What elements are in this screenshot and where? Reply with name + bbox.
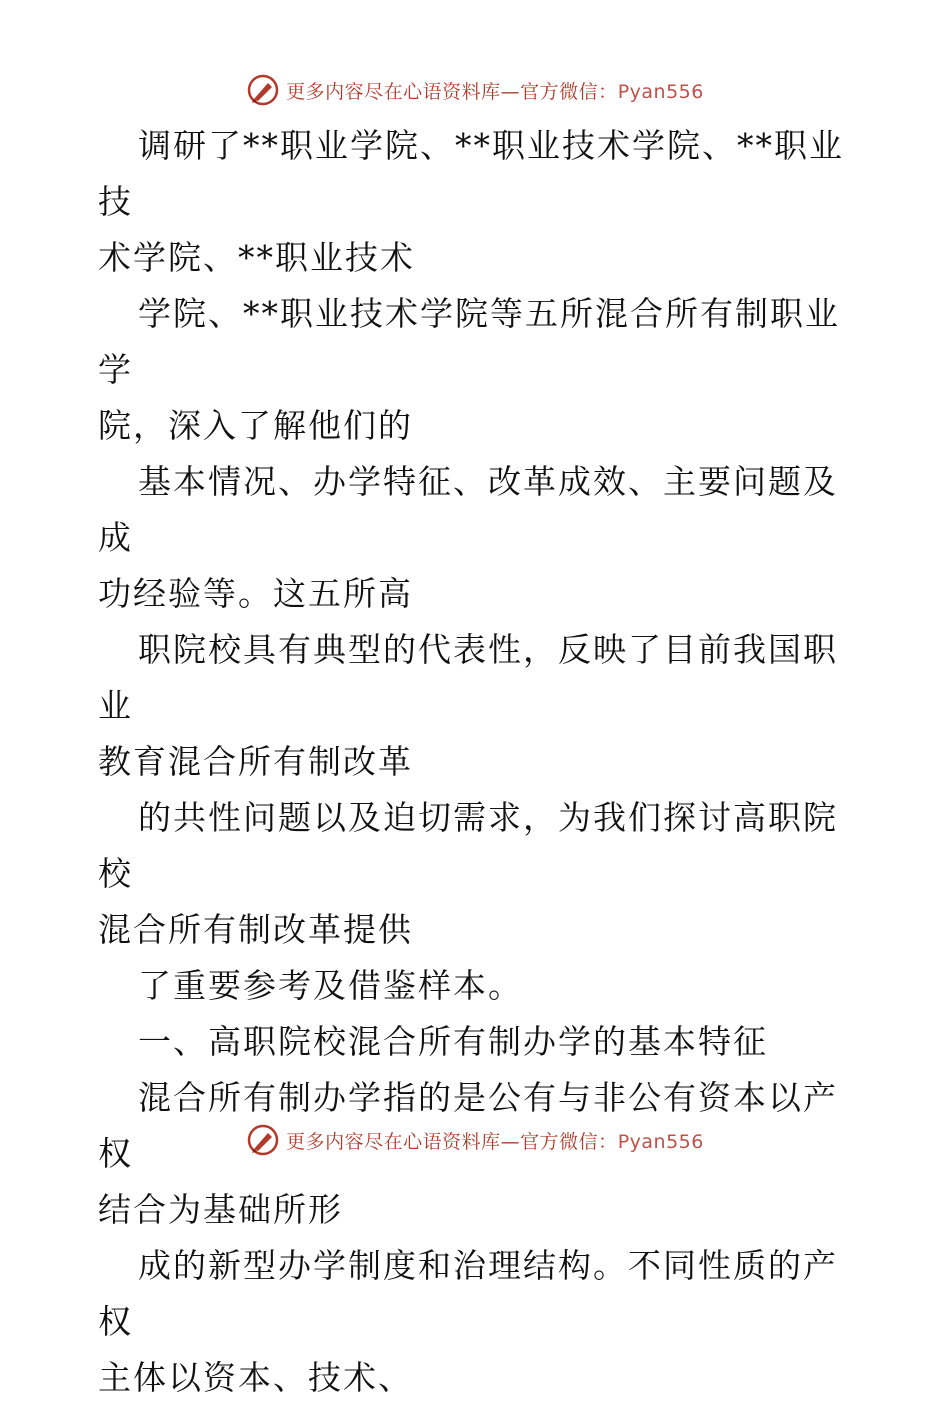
document-body [98,118,854,1406]
banner-text [286,77,704,104]
paragraph-6 [98,958,854,1014]
paragraph-line: 教育混合所有制改革 [98,742,413,781]
banner-main: 更多内容尽在心语资料库 [286,80,501,103]
banner-main: 更多内容尽在心语资料库 [286,1130,501,1153]
paragraph-1 [98,118,854,286]
header-banner [0,70,950,110]
paragraph-line: 调研了**职业学院、**职业技术学院、**职业技 [98,126,844,221]
paragraph-line: 基本情况、办学特征、改革成效、主要问题及成 [98,462,838,557]
paragraph-3 [98,454,854,622]
paragraph-line: 主体以资本、技术、 [98,1358,413,1397]
banner-wechat-label: 官方微信： [520,80,618,103]
paragraph-line: 了重要参考及借鉴样本。 [138,966,523,1005]
footer-banner [0,1120,950,1160]
banner-wechat-label: 官方微信： [520,1130,618,1153]
banner-wechat-id: Pyan556 [617,80,704,103]
pen-logo-icon [246,1123,280,1157]
banner-separator: — [500,80,521,103]
heading-text: 一、高职院校混合所有制办学的基本特征 [138,1022,768,1061]
paragraph-line: 术学院、**职业技术 [98,238,415,277]
paragraph-line: 院，深入了解他们的 [98,406,413,445]
paragraph-line: 职院校具有典型的代表性，反映了目前我国职业 [98,630,838,725]
paragraph-line: 混合所有制办学指的是公有与非公有资本以产权 [98,1078,838,1173]
paragraph-line: 成的新型办学制度和治理结构。不同性质的产权 [98,1246,838,1341]
paragraph-4 [98,622,854,790]
paragraph-line: 功经验等。这五所高 [98,574,413,613]
banner-wechat-id: Pyan556 [617,1130,704,1153]
paragraph-9 [98,1238,854,1406]
paragraph-line: 的共性问题以及迫切需求，为我们探讨高职院校 [98,798,838,893]
paragraph-line: 混合所有制改革提供 [98,910,413,949]
pen-logo-icon [246,73,280,107]
paragraph-line: 结合为基础所形 [98,1190,343,1229]
paragraph-2 [98,286,854,454]
paragraph-5 [98,790,854,958]
banner-separator: — [500,1130,521,1153]
paragraph-line: 学院、**职业技术学院等五所混合所有制职业学 [98,294,840,389]
section-heading [98,1014,854,1070]
banner-text [286,1127,704,1154]
